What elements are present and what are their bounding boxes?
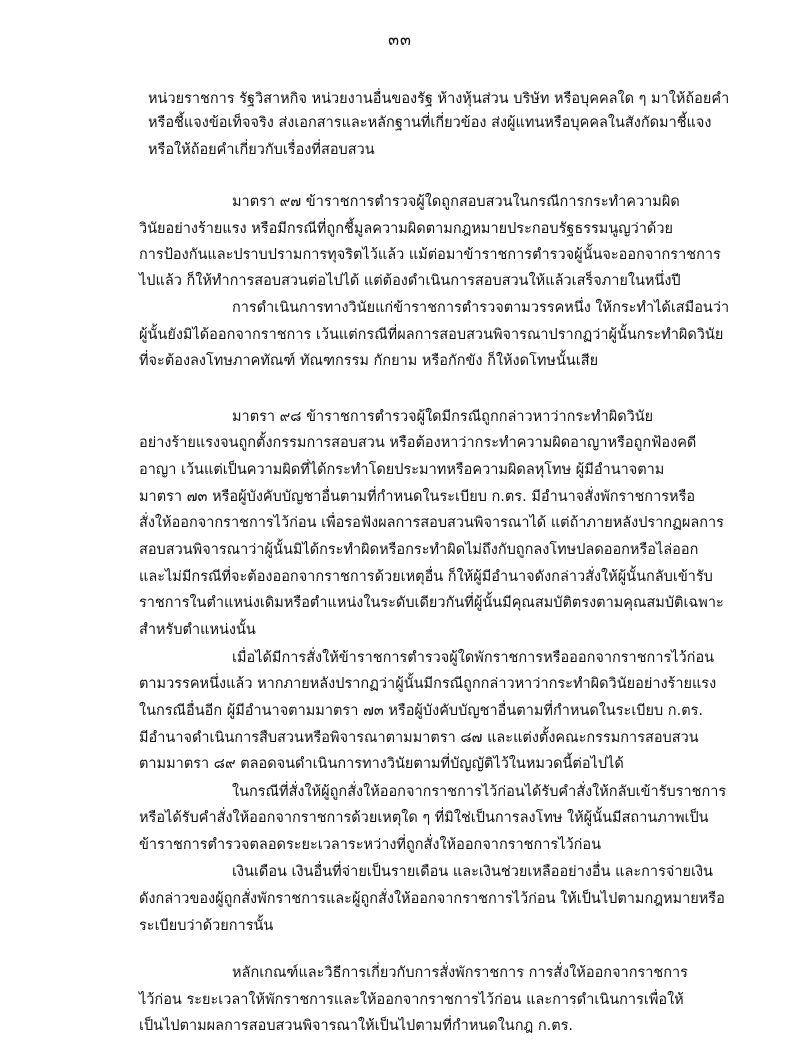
paragraph-line: ผู้นั้นยังมิได้ออกจากราชการ เว้นแต่กรณีที่ผลการสอบสวนพิจารณาปรากฏว่าผู้นั้นกระทำผิดวินัย — [139, 327, 724, 343]
paragraph-line: วินัยอย่างร้ายแรง หรือมีกรณีที่ถูกชี้มูลความผิดตามกฎหมายประกอบรัฐธรรมนูญว่าด้วย — [139, 221, 673, 237]
paragraph-line: ไว้ก่อน ระยะเวลาให้พักราชการและให้ออกจากราชการไว้ก่อน และการดำเนินการเพื่อให้ — [139, 992, 684, 1008]
paragraph-line: ตามมาตรา ๘๙ ตลอดจนดำเนินการทางวินัยตามที่บัญญัติไว้ในหมวดนี้ต่อไปได้ — [139, 756, 624, 772]
paragraph-line: ไปแล้ว ก็ให้ทำการสอบสวนต่อไปได้ แต่ต้องดำเนินการสอบสวนให้แล้วเสร็จภายในหนึ่งปี — [139, 273, 681, 289]
paragraph-line: ข้าราชการตำรวจตลอดระยะเวลาระหว่างที่ถูกสั่งให้ออกจากราชการไว้ก่อน — [139, 837, 602, 853]
paragraph-line: เมื่อได้มีการสั่งให้ข้าราชการตำรวจผู้ใดพักราชการหรือออกจากราชการไว้ก่อน — [232, 650, 715, 666]
paragraph-line: เงินเดือน เงินอื่นที่จ่ายเป็นรายเดือน และเงินช่วยเหลืออย่างอื่น และการจ่ายเงิน — [232, 864, 713, 880]
paragraph-line: ที่จะต้องลงโทษภาคทัณฑ์ ทัณฑกรรม กักยาม หรือกักขัง ก็ให้งดโทษนั้นเสีย — [139, 353, 599, 369]
paragraph-line: สอบสวนพิจารณาว่าผู้นั้นมิได้กระทำผิดหรือกระทำผิดไม่ถึงกับถูกลงโทษปลดออกหรือไล่ออก — [139, 542, 699, 558]
paragraph-line: ตามวรรคหนึ่งแล้ว หากภายหลังปรากฏว่าผู้นั้นมีกรณีถูกกล่าวหาว่ากระทำผิดวินัยอย่างร้ายแรง — [139, 676, 717, 692]
paragraph-line: หลักเกณฑ์และวิธีการเกี่ยวกับการสั่งพักราชการ การสั่งให้ออกจากราชการ — [232, 965, 688, 981]
paragraph-line: มาตรา ๗๓ หรือผู้บังคับบัญชาอื่นตามที่กำหนดในระเบียบ ก.ตร. มีอำนาจสั่งพักราชการหรือ — [139, 489, 696, 505]
paragraph-line: สำหรับตำแหน่งนั้น — [139, 622, 256, 638]
paragraph-line: และไม่มีกรณีที่จะต้องออกจากราชการด้วยเหตุอื่น ก็ให้ผู้มีอำนาจดังกล่าวสั่งให้ผู้นั้นกลับเข้ารับ — [139, 569, 713, 585]
section-98-heading-line: มาตรา ๙๘ ข้าราชการตำรวจผู้ใดมีกรณีถูกกล่าวหาว่ากระทำผิดวินัย — [232, 409, 654, 425]
paragraph-line: อาญา เว้นแต่เป็นความผิดที่ได้กระทำโดยประมาทหรือความผิดลหุโทษ ผู้มีอำนาจตาม — [139, 462, 665, 478]
section-97-heading-line: มาตรา ๙๗ ข้าราชการตำรวจผู้ใดถูกสอบสวนในกรณีการกระทำความผิด — [232, 194, 680, 210]
paragraph-line: ระเบียบว่าด้วยการนั้น — [139, 918, 274, 934]
paragraph-line: หรือให้ถ้อยคำเกี่ยวกับเรื่องที่สอบสวน — [148, 142, 375, 158]
paragraph-line: หรือชี้แจงข้อเท็จจริง ส่งเอกสารและหลักฐานที่เกี่ยวข้อง ส่งผู้แทนหรือบุคคลในสังกัดมาชี้แจง — [148, 115, 712, 131]
paragraph-line: การดำเนินการทางวินัยแก่ข้าราชการตำรวจตามวรรคหนึ่ง ให้กระทำได้เสมือนว่า — [232, 300, 730, 316]
paragraph-line: มีอำนาจดำเนินการสืบสวนหรือพิจารณาตามมาตรา ๘๗ และแต่งตั้งคณะกรรมการสอบสวน — [139, 730, 699, 746]
paragraph-line: เป็นไปตามผลการสอบสวนพิจารณาให้เป็นไปตามที่กำหนดในกฎ ก.ตร. — [139, 1018, 574, 1034]
paragraph-line: หรือได้รับคำสั่งให้ออกจากราชการด้วยเหตุใด ๆ ที่มิใช่เป็นการลงโทษ ให้ผู้นั้นมีสถานภาพเป็น — [139, 810, 709, 826]
paragraph-line: ในกรณีที่สั่งให้ผู้ถูกสั่งให้ออกจากราชการไว้ก่อนได้รับคำสั่งให้กลับเข้ารับราชการ — [232, 784, 727, 800]
page-number: ๓๓ — [388, 30, 412, 49]
paragraph-line: หน่วยราชการ รัฐวิสาหกิจ หน่วยงานอื่นของรัฐ ห้างหุ้นส่วน บริษัท หรือบุคคลใด ๆ มาให้ถ้อยคำ — [148, 91, 730, 107]
paragraph-line: สั่งให้ออกจากราชการไว้ก่อน เพื่อรอฟังผลการสอบสวนพิจารณาได้ แต่ถ้าภายหลังปรากฏผลการ — [139, 515, 724, 531]
paragraph-line: อย่างร้ายแรงจนถูกตั้งกรรมการสอบสวน หรือต้องหาว่ากระทำความผิดอาญาหรือถูกฟ้องคดี — [139, 435, 697, 451]
paragraph-line: ในกรณีอื่นอีก ผู้มีอำนาจตามมาตรา ๗๓ หรือผู้บังคับบัญชาอื่นตามที่กำหนดในระเบียบ ก.ตร. — [139, 703, 704, 719]
paragraph-line: ดังกล่าวของผู้ถูกสั่งพักราชการและผู้ถูกสั่งให้ออกจากราชการไว้ก่อน ให้เป็นไปตามกฎหมายหรือ — [139, 891, 725, 907]
paragraph-line: ราชการในตำแหน่งเดิมหรือตำแหน่งในระดับเดียวกันที่ผู้นั้นมีคุณสมบัติตรงตามคุณสมบัติเฉพาะ — [139, 595, 724, 611]
paragraph-line: การป้องกันและปราบปรามการทุจริตไว้แล้ว แม้ต่อมาข้าราชการตำรวจผู้นั้นจะออกจากราชการ — [139, 247, 721, 263]
